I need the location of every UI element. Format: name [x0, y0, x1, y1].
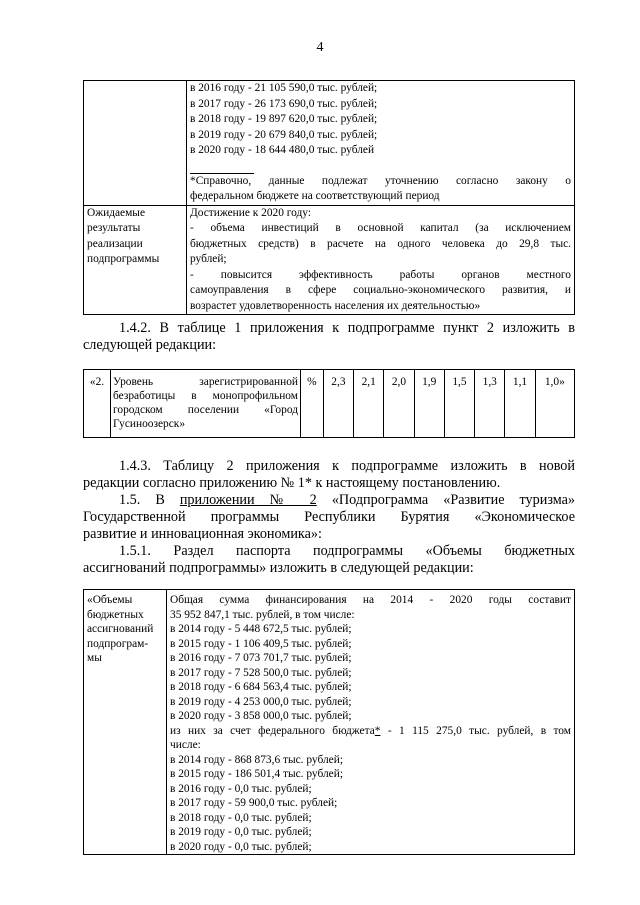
- paragraph-line: следующей редакции:: [83, 337, 217, 353]
- federal-year-line: в 2016 году - 0,0 тыс. рублей;: [170, 782, 312, 795]
- results-line: самоуправления в сфере социально-экономического развития, и: [190, 284, 571, 296]
- funding-table-continued: [83, 80, 575, 315]
- table-cell-value: 1,1: [505, 370, 535, 438]
- paragraph-line: ассигнований подпрограммы» изложить в следующей редакции:: [83, 560, 474, 576]
- paragraph-1-5: [83, 492, 575, 543]
- budget-line: 35 952 847,1 тыс. рублей, в том числе:: [170, 608, 355, 621]
- paragraph-line: редакции согласно приложению № 1* к настоящему постановлению.: [83, 475, 501, 491]
- budget-year-line: в 2018 году - 6 684 563,4 тыс. рублей;: [170, 681, 352, 693]
- budget-year-line: в 2016 году - 7 073 701,7 тыс. рублей;: [170, 652, 352, 664]
- label-line: реализации: [87, 237, 143, 250]
- label-line: «Объемы: [87, 594, 133, 606]
- footnote-line: *Справочно, данные подлежат уточнению согласно закону о: [190, 174, 571, 187]
- results-line: бюджетных средств) в расчете на одного человека до 29,8 тыс.: [190, 237, 571, 250]
- table-cell-value: 1,5: [444, 370, 474, 438]
- paragraph-line: Государственной программы Республики Бурятия «Экономическое: [83, 509, 575, 525]
- budget-year-line: в 2019 году - 4 253 000,0 тыс. рублей;: [170, 695, 352, 708]
- paragraph-line: развитие и инновационная экономика»:: [83, 526, 322, 542]
- label-line: ассигнований: [87, 623, 154, 635]
- page-number: 4: [316, 40, 324, 55]
- budget-year-line: в 2020 году - 3 858 000,0 тыс. рублей;: [170, 710, 352, 722]
- label-line: бюджетных: [87, 608, 144, 621]
- table-cell-unit: %: [301, 370, 324, 438]
- results-line: Достижение к 2020 году:: [190, 206, 312, 219]
- appendix-link[interactable]: приложении № 2: [179, 492, 317, 508]
- budget-line: из них за счет федерального бюджета* - 1 115 275,0 тыс. рублей, в том: [170, 724, 571, 737]
- table-cell-value: 2,3: [323, 370, 353, 438]
- paragraph-1-4-3: [83, 458, 575, 492]
- results-line: - повысится эффективность работы органов местного: [190, 268, 571, 281]
- table-cell-funding: [187, 81, 575, 206]
- table-cell-value: 1,3: [475, 370, 505, 438]
- paragraph-1-4-2: [83, 320, 575, 354]
- federal-year-line: в 2014 году - 868 873,6 тыс. рублей;: [170, 753, 343, 766]
- budget-year-line: в 2015 году - 1 106 409,5 тыс. рублей;: [170, 637, 352, 650]
- federal-year-line: в 2019 году - 0,0 тыс. рублей;: [170, 826, 312, 838]
- label-line: подпрограммы: [87, 253, 160, 265]
- funding-line: в 2020 году - 18 644 480,0 тыс. рублей: [190, 144, 375, 156]
- budget-year-line: в 2017 году - 7 528 500,0 тыс. рублей;: [170, 666, 352, 679]
- table-cell-value: 2,0: [384, 370, 414, 438]
- table-cell-label: [84, 205, 187, 315]
- results-line: - объема инвестиций в основной капитал (за исключением: [190, 222, 571, 234]
- budget-line: Общая сумма финансирования на 2014 - 2020 годы составит: [170, 594, 571, 606]
- table-cell-indicator: Уровень зарегистрированной безработицы в монопрофильном городском поселении «Город Гусиноозерск»: [111, 370, 301, 438]
- paragraph-1-5-1: [83, 543, 575, 577]
- table-cell-results: [187, 205, 575, 315]
- paragraph-line: 1.5. В приложении № 2 «Подпрограмма «Развитие туризма»: [119, 492, 575, 508]
- federal-year-line: в 2020 году - 0,0 тыс. рублей;: [170, 840, 312, 853]
- federal-year-line: в 2015 году - 186 501,4 тыс. рублей;: [170, 768, 343, 780]
- table-cell-value: 1,0»: [535, 370, 574, 438]
- table-cell-value: 1,9: [414, 370, 444, 438]
- budget-year-line: в 2014 году - 5 448 672,5 тыс. рублей;: [170, 623, 352, 635]
- table-cell-value: 2,1: [354, 370, 384, 438]
- paragraph-line: 1.5.1. Раздел паспорта подпрограммы «Объемы бюджетных: [119, 543, 575, 559]
- paragraph-line: 1.4.2. В таблице 1 приложения к подпрограмме пункт 2 изложить в: [119, 320, 575, 336]
- federal-year-line: в 2017 году - 59 900,0 тыс. рублей;: [170, 797, 338, 809]
- label-line: Ожидаемые: [87, 206, 146, 219]
- paragraph-line: 1.4.3. Таблицу 2 приложения к подпрограмме изложить в новой: [119, 458, 575, 474]
- table-cell-label: [84, 590, 167, 855]
- label-line: мы: [87, 652, 102, 664]
- budget-table: [83, 589, 575, 855]
- funding-line: в 2018 году - 19 897 620,0 тыс. рублей;: [190, 113, 378, 125]
- results-line: возрастет удовлетворенность населения их деятельностью»: [190, 299, 481, 312]
- funding-line: в 2019 году - 20 679 840,0 тыс. рублей;: [190, 128, 378, 141]
- budget-line: числе:: [170, 739, 201, 751]
- results-line: рублей;: [190, 253, 227, 265]
- table-cell-budget: [167, 590, 575, 855]
- label-line: подпрограм-: [87, 637, 149, 650]
- indicator-table: [83, 369, 575, 438]
- footnote-marker-link[interactable]: *: [374, 724, 381, 737]
- footnote-line: федеральном бюджете на соответствующий период: [190, 190, 440, 202]
- table-cell-number: «2.: [84, 370, 111, 438]
- label-line: результаты: [87, 222, 141, 234]
- table-cell-empty: [84, 81, 187, 206]
- funding-line: в 2016 году - 21 105 590,0 тыс. рублей;: [190, 82, 378, 94]
- funding-line: в 2017 году - 26 173 690,0 тыс. рублей;: [190, 97, 378, 110]
- federal-year-line: в 2018 году - 0,0 тыс. рублей;: [170, 811, 312, 824]
